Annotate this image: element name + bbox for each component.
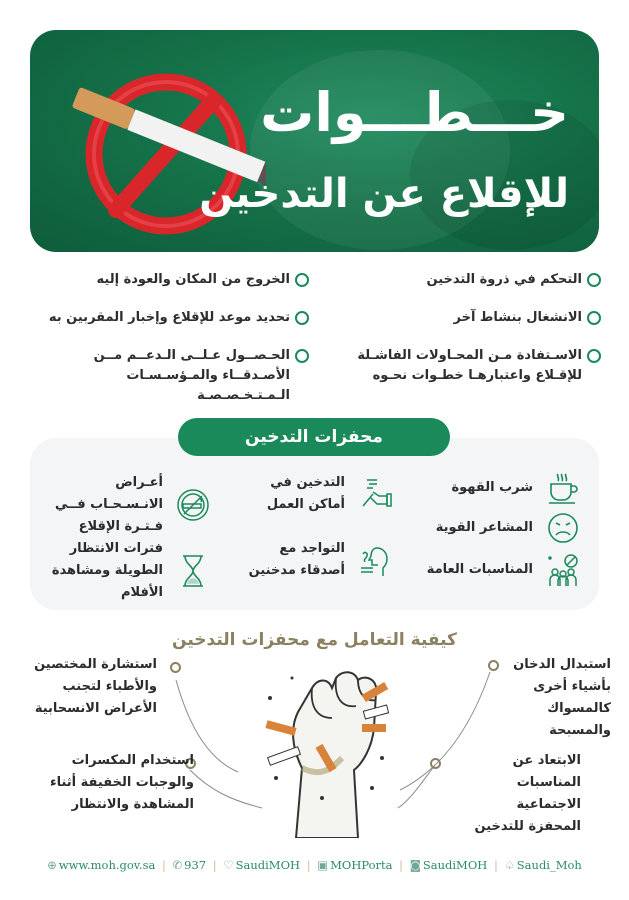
footer-contacts: [0, 858, 629, 872]
step-text: الاسـتفادة مـن المحـاولات الفاشـلة للإقـلاع واعتبارهـا خطـوات نحـوه: [357, 348, 582, 383]
circle-bullet-icon: [295, 273, 309, 287]
circle-bullet-icon: [587, 311, 601, 325]
trigger-item: [46, 538, 211, 604]
coping-item: استبدال الدخان بأشياء أخرى كالمسواك والمسبحة: [513, 657, 611, 738]
step-item: [29, 270, 309, 290]
trigger-label: المناسبات العامة: [426, 562, 533, 577]
instagram-icon: ◙: [409, 858, 421, 872]
divider: |: [162, 858, 166, 872]
circle-bullet-icon: [295, 349, 309, 363]
trigger-label: فترات الانتظار الطويلة ومشاهدة الأفلام: [51, 541, 163, 600]
trigger-label: التواجد مع أصدقاء مدخنين: [248, 541, 345, 578]
step-text: التحكم في ذروة التدخين: [426, 272, 582, 287]
circle-bullet-icon: [587, 273, 601, 287]
trigger-item: [421, 552, 581, 588]
trigger-item: [421, 470, 581, 506]
coping-item: استخدام المكسرات والوجبات الخفيفة أثناء المشاهدة والانتظار: [49, 753, 194, 812]
header-banner: [30, 30, 599, 252]
youtube-icon: ▣: [317, 858, 329, 872]
no-smoking-circle-icon: [175, 487, 211, 523]
circle-bullet-icon: [170, 662, 181, 673]
step-text: الانشغال بنشاط آخر: [453, 310, 582, 325]
step-text: تحديد موعد للإقلاع وإخبار المقربين به: [48, 310, 290, 325]
trigger-label: شرب القهوة: [451, 480, 533, 495]
coping-heading: كيفية التعامل مع محفزات التدخين: [172, 630, 457, 650]
step-text: الحـصــول عـلــى الـدعــم مــن الأصـدقــاء والمـؤسـسـات الـمـتـخـصـصـة: [93, 348, 290, 403]
twitter-icon: ♡: [223, 858, 234, 872]
circle-bullet-icon: [295, 311, 309, 325]
website-link[interactable]: www.moh.gov.sa: [58, 858, 156, 872]
twitter-handle[interactable]: SaudiMOH: [235, 858, 301, 872]
youtube-handle[interactable]: MOHPorta: [330, 858, 393, 872]
step-item: [29, 308, 309, 328]
step-item: [321, 308, 601, 328]
phone-icon: ✆: [172, 858, 183, 872]
divider: |: [306, 858, 311, 872]
divider: |: [399, 858, 404, 872]
trigger-label: المشاعر القوية: [435, 520, 533, 535]
trigger-label: أعـراض الانـسـحـاب فــي فـتـرة الإقلاع: [55, 475, 163, 534]
step-item: [29, 346, 309, 406]
globe-icon: ⊕: [47, 858, 57, 872]
hourglass-icon: [175, 553, 211, 589]
trigger-item: [243, 472, 393, 516]
instagram-handle[interactable]: SaudiMOH: [422, 858, 488, 872]
snapchat-handle[interactable]: Saudi_Moh: [516, 858, 582, 872]
divider: |: [212, 858, 217, 872]
trigger-label: التدخين في أماكن العمل: [266, 475, 345, 512]
circle-bullet-icon: [587, 349, 601, 363]
triggers-heading: محفزات التدخين: [178, 418, 450, 456]
banner-title: خـــطـــوات: [260, 81, 569, 144]
banner-subtitle: للإقلاع عن التدخين: [199, 171, 569, 217]
coping-item: استشارة المختصين والأطباء لتجنب الأعراض الانسحابية: [34, 657, 157, 716]
steps-list-left: [29, 270, 309, 424]
phone-number[interactable]: 937: [184, 858, 207, 872]
step-text: الخروج من المكان والعودة إليه: [96, 272, 290, 287]
coping-item: الابتعاد عن المناسبات الاجتماعية المحفزة للتدخين: [474, 753, 581, 834]
step-item: [321, 270, 601, 290]
trigger-item: [46, 472, 211, 538]
circle-bullet-icon: [430, 758, 441, 769]
fist-crushing-cigarettes-icon: [262, 648, 392, 838]
trigger-item: [421, 510, 581, 546]
crowd-no-smoking-icon: [545, 552, 581, 588]
person-smoke-icon: [357, 542, 393, 578]
coffee-cup-icon: [545, 470, 581, 506]
snapchat-icon: ♤: [504, 858, 515, 872]
hand-cigarette-icon: [357, 476, 393, 512]
steps-list-right: [321, 270, 601, 404]
divider: |: [493, 858, 498, 872]
angry-face-icon: [545, 510, 581, 546]
trigger-item: [243, 538, 393, 582]
step-item: [321, 346, 601, 386]
